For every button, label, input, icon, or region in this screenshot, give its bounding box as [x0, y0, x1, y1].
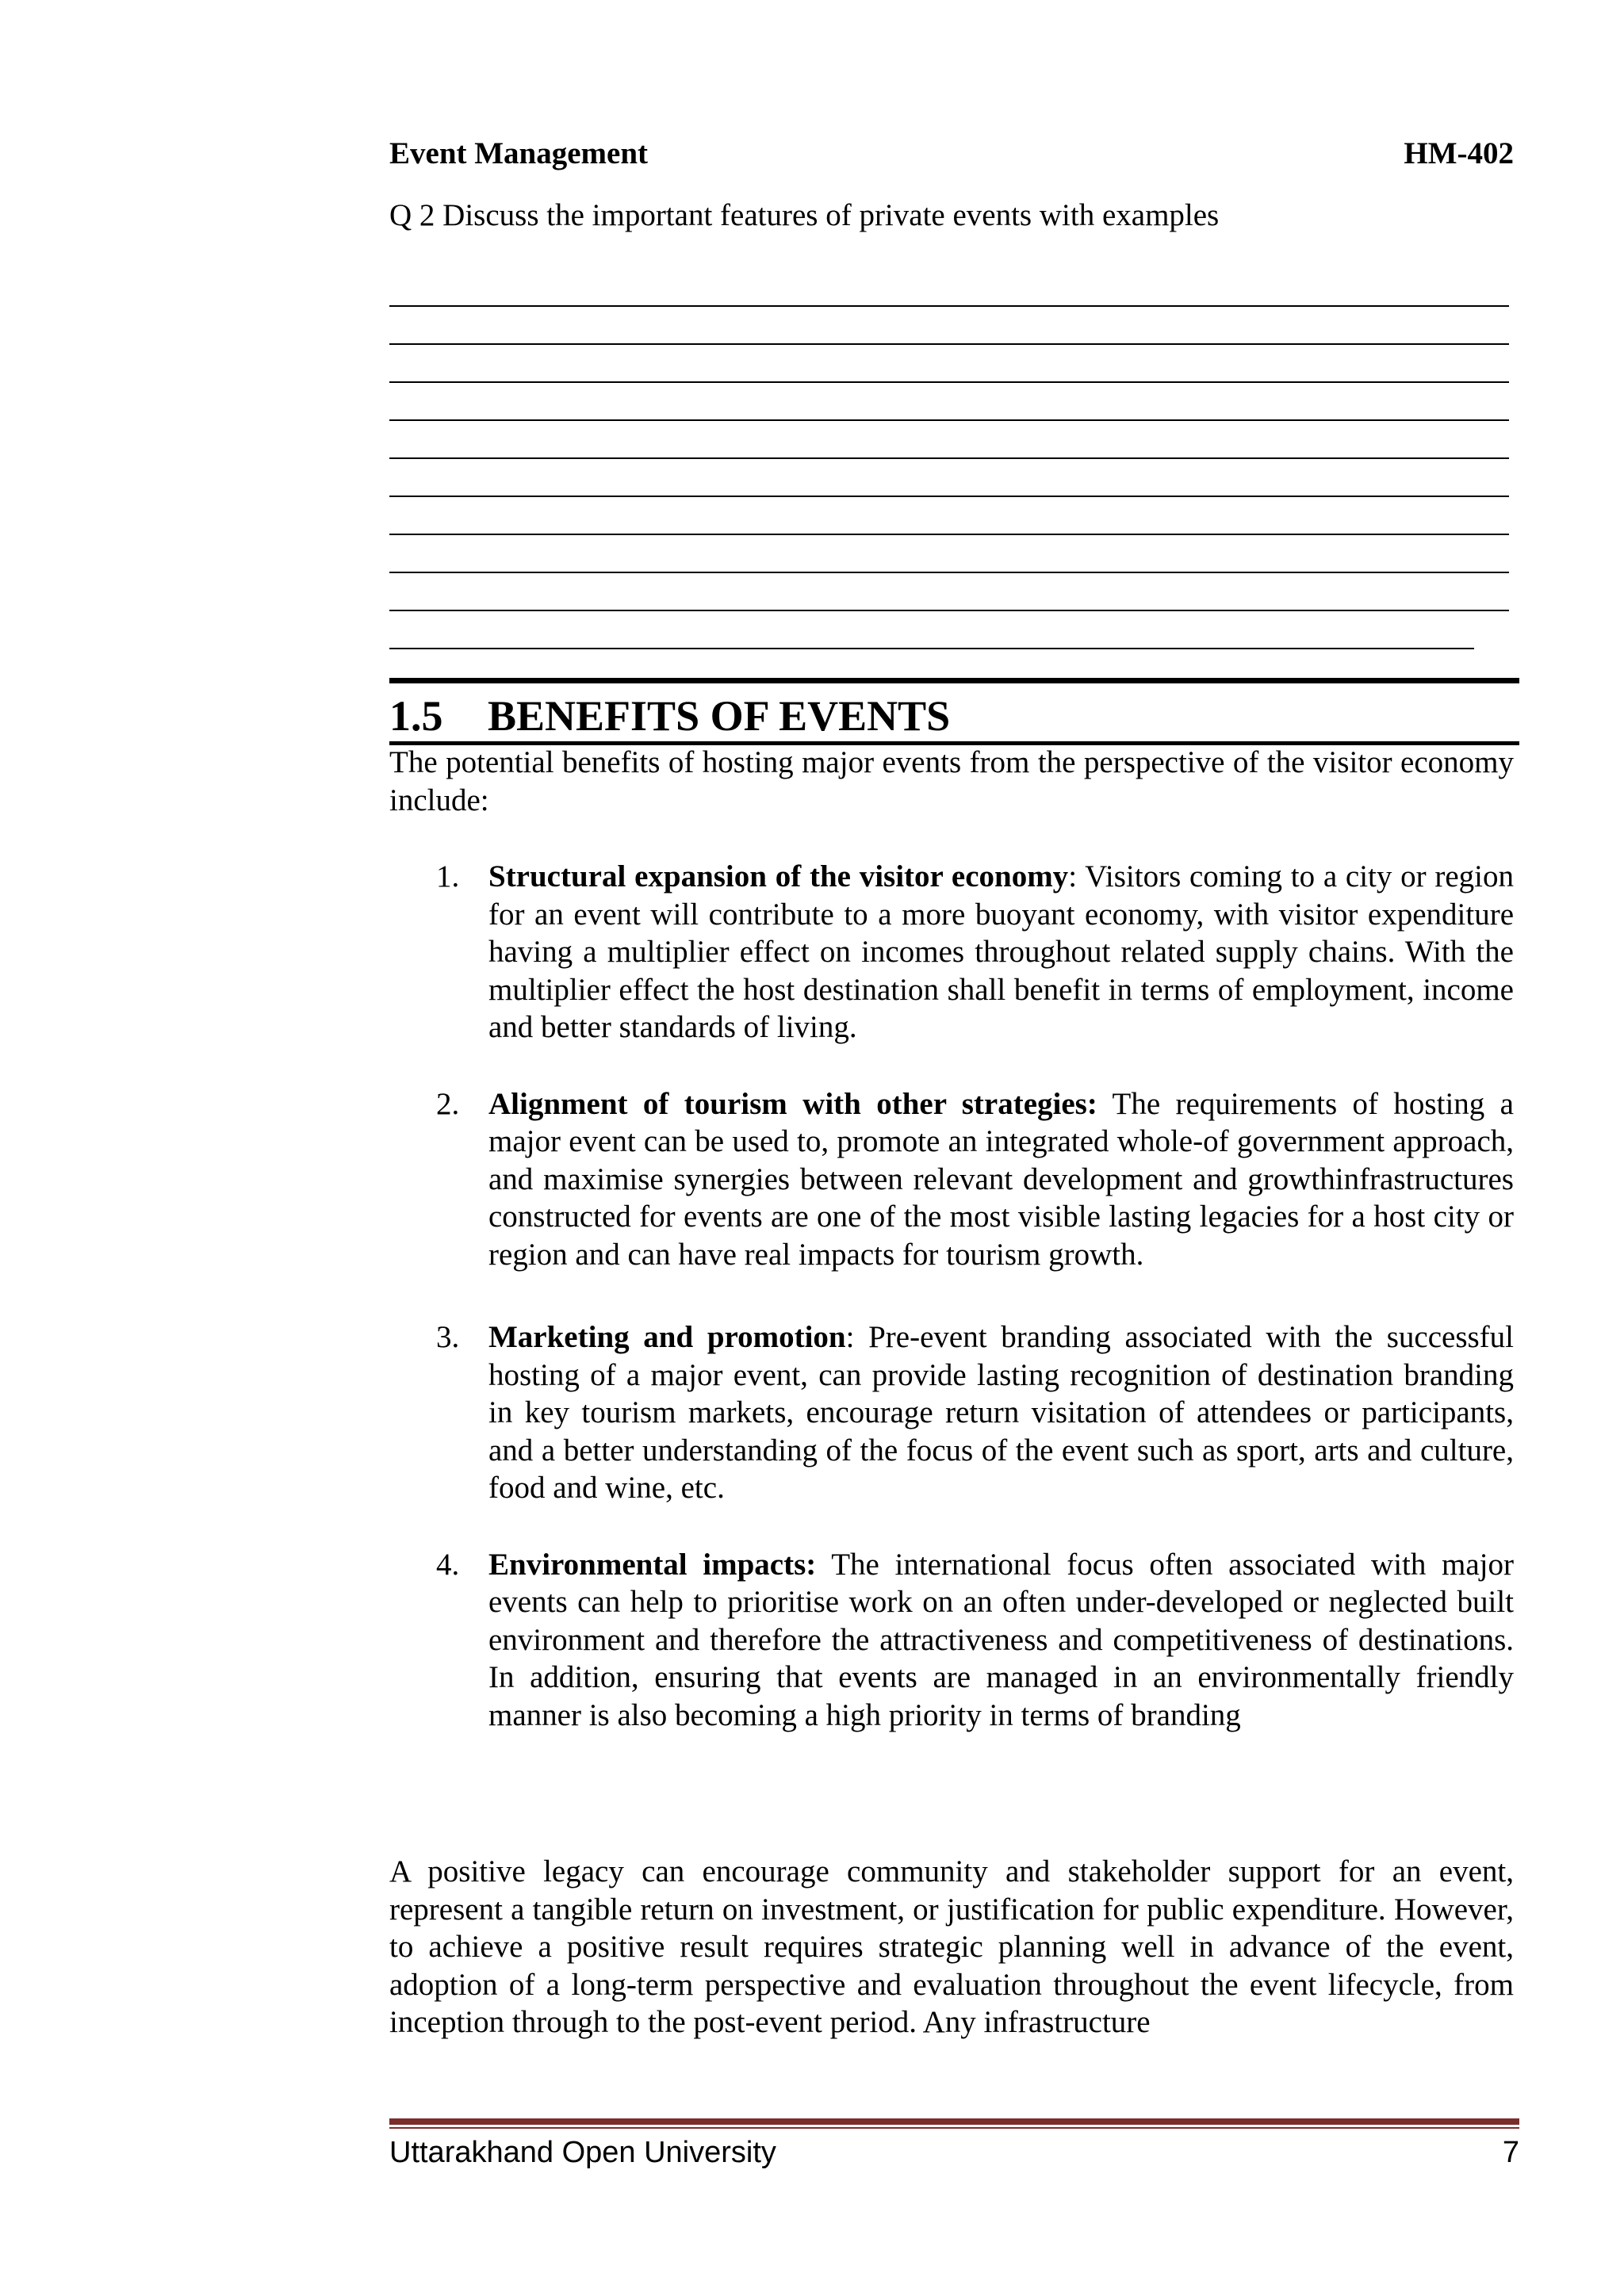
benefit-heading: Environmental impacts:	[488, 1547, 817, 1582]
course-title: Event Management	[389, 136, 649, 170]
answer-line	[389, 269, 1509, 307]
answer-line	[389, 421, 1509, 459]
benefit-item	[436, 1318, 1514, 1507]
list-marker: 4.	[436, 1547, 460, 1582]
benefit-text: : Pre-event branding associated with the successful hosting of a major event, can provide lasting recognition of destination branding in key tourism markets, encourage return visitation of attendees or participants, and a better understanding of the focus of the event such as sport, arts and culture, food and wine, etc.	[488, 1320, 1514, 1505]
answer-line	[389, 383, 1509, 421]
answer-lines	[389, 269, 1509, 649]
section-heading-block	[389, 678, 1519, 745]
course-code: HM-402	[1404, 136, 1514, 170]
benefit-item	[436, 858, 1514, 1047]
footer-rule	[389, 2118, 1519, 2129]
answer-line	[389, 345, 1509, 383]
footer-institution: Uttarakhand Open University	[389, 2136, 776, 2169]
benefit-text: : Visitors coming to a city or region for an event will contribute to a more buoyant economy, with visitor expenditure having a multiplier effect on incomes throughout related supply chains. With the multiplier effect the host destination shall benefit in terms of employment, income and better standards of living.	[488, 859, 1514, 1044]
benefit-heading: Alignment of tourism with other strategies:	[488, 1086, 1097, 1121]
answer-line	[389, 611, 1474, 649]
closing-paragraph: A positive legacy can encourage community and stakeholder support for an event, represent a tangible return on investment, or justification for public expenditure. However, to achieve a positive result requires strategic planning well in advance of the event, adoption of a long-term perspective and evaluation throughout the event lifecycle, from inception through to the post-event period. Any infrastructure	[389, 1854, 1514, 2039]
list-marker: 2.	[436, 1086, 460, 1121]
answer-line	[389, 573, 1509, 611]
section-title	[389, 683, 1519, 741]
benefit-heading: Marketing and promotion	[488, 1320, 846, 1354]
page-footer	[389, 2133, 1519, 2172]
answer-line	[389, 307, 1509, 345]
benefit-text: The requirements of hosting a major event can be used to, promote an integrated whole-of government approach, and maximise synergies between relevant development and growthinfrastructures constructed for events are one of the most visible lasting legacies for a host city or region and can have real impacts for tourism growth.	[488, 1086, 1514, 1272]
benefit-heading: Structural expansion of the visitor economy	[488, 859, 1069, 894]
exercise-question: Q 2 Discuss the important features of private events with examples	[389, 198, 1220, 232]
benefit-item	[436, 1085, 1514, 1274]
section-rule-top	[389, 678, 1519, 683]
list-marker: 1.	[436, 859, 460, 894]
benefits-list	[436, 858, 1514, 1773]
answer-line	[389, 497, 1509, 535]
document-page	[389, 0, 1521, 2296]
running-header	[389, 135, 1514, 173]
page-number: 7	[1502, 2136, 1519, 2169]
list-marker: 3.	[436, 1320, 460, 1354]
intro-paragraph: The potential benefits of hosting major events from the perspective of the visitor economy include:	[389, 745, 1514, 817]
benefit-item	[436, 1546, 1514, 1735]
section-title-text: BENEFITS OF EVENTS	[488, 692, 951, 740]
answer-line	[389, 459, 1509, 497]
benefit-text: The international focus often associated with major events can help to prioritise work on an often under-developed or neglected built environment and therefore the attractiveness and competitiveness of destinations. In addition, ensuring that events are managed in an environmentally friendly manner is also becoming a high priority in terms of branding	[488, 1547, 1514, 1732]
answer-line	[389, 535, 1509, 573]
section-number: 1.5	[389, 692, 443, 740]
